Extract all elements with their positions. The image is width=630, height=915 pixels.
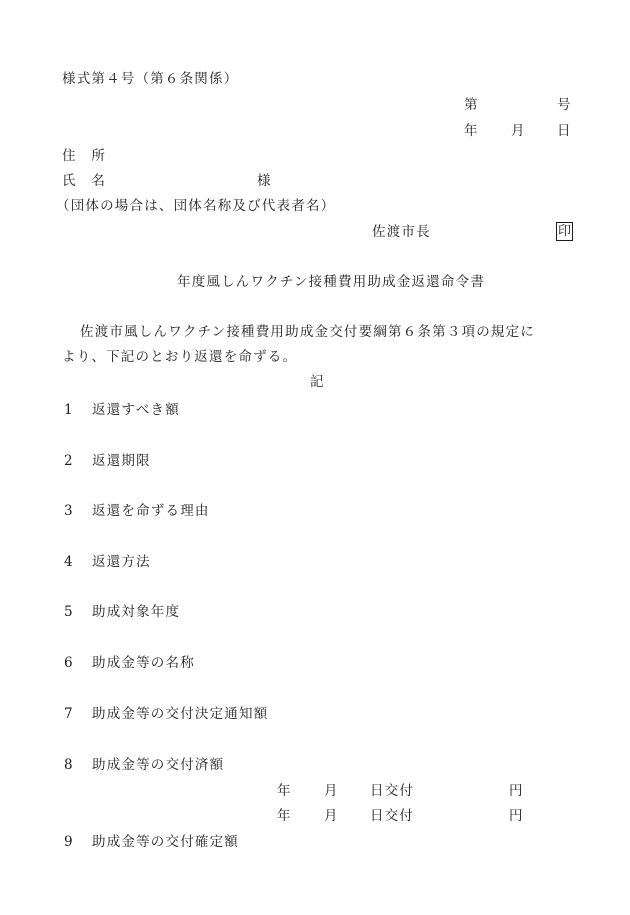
date-year-label: 年	[464, 123, 479, 139]
item-number: 8	[64, 757, 74, 773]
list-item	[64, 402, 180, 418]
payment-year: 年	[277, 783, 292, 799]
item-label: 助成金等の交付確定額	[92, 834, 239, 850]
item-label: 返還すべき額	[92, 402, 180, 418]
address-label: 住 所	[62, 148, 107, 164]
payment-month: 月	[324, 808, 339, 824]
body-line-2: より、下記のとおり返還を命ずる。	[62, 349, 298, 365]
payment-month: 月	[324, 783, 339, 799]
item-label: 助成金等の名称	[92, 655, 195, 671]
item-number: 7	[64, 706, 74, 722]
item-number: 3	[64, 503, 74, 519]
body-line-1: 佐渡市風しんワクチン接種費用助成金交付要綱第６条第３項の規定に	[80, 324, 536, 340]
form-label: 様式第４号（第６条関係）	[62, 71, 239, 87]
date-month-label: 月	[511, 123, 526, 139]
document-number-prefix: 第	[464, 97, 479, 113]
item-label: 返還を命ずる理由	[92, 503, 210, 519]
seal-icon: 印	[557, 224, 571, 239]
item-label: 返還方法	[92, 554, 151, 570]
document-number-suffix: 号	[557, 97, 572, 113]
issuer-title: 佐渡市長	[372, 224, 431, 240]
seal-mark	[556, 222, 573, 241]
payment-day-delivery: 日交付	[370, 783, 415, 799]
item-number: 9	[64, 834, 74, 850]
name-label: 氏 名	[62, 173, 107, 189]
group-note: （団体の場合は、団体名称及び代表者名）	[56, 198, 336, 214]
date-day-label: 日	[557, 123, 572, 139]
list-item	[64, 706, 268, 722]
item-number: 6	[64, 655, 74, 671]
payment-year: 年	[277, 808, 292, 824]
payment-yen: 円	[509, 783, 524, 799]
ki-heading: 記	[310, 374, 325, 390]
list-item	[64, 453, 151, 469]
item-label: 返還期限	[92, 453, 151, 469]
item-label: 助成金等の交付済額	[92, 757, 225, 773]
document-title: 年度風しんワクチン接種費用助成金返還命令書	[177, 274, 486, 290]
payment-day-delivery: 日交付	[370, 808, 415, 824]
item-label: 助成対象年度	[92, 604, 181, 620]
item-number: 5	[64, 604, 74, 620]
list-item	[64, 503, 210, 519]
list-item	[64, 834, 239, 850]
honorific-label: 様	[257, 173, 272, 189]
list-item	[64, 554, 151, 570]
list-item	[64, 655, 195, 671]
item-number: 2	[64, 453, 74, 469]
list-item	[64, 757, 224, 773]
item-label: 助成金等の交付決定通知額	[92, 706, 269, 722]
item-number: 1	[64, 402, 74, 418]
payment-yen: 円	[509, 808, 524, 824]
list-item	[64, 604, 180, 620]
item-number: 4	[64, 554, 74, 570]
